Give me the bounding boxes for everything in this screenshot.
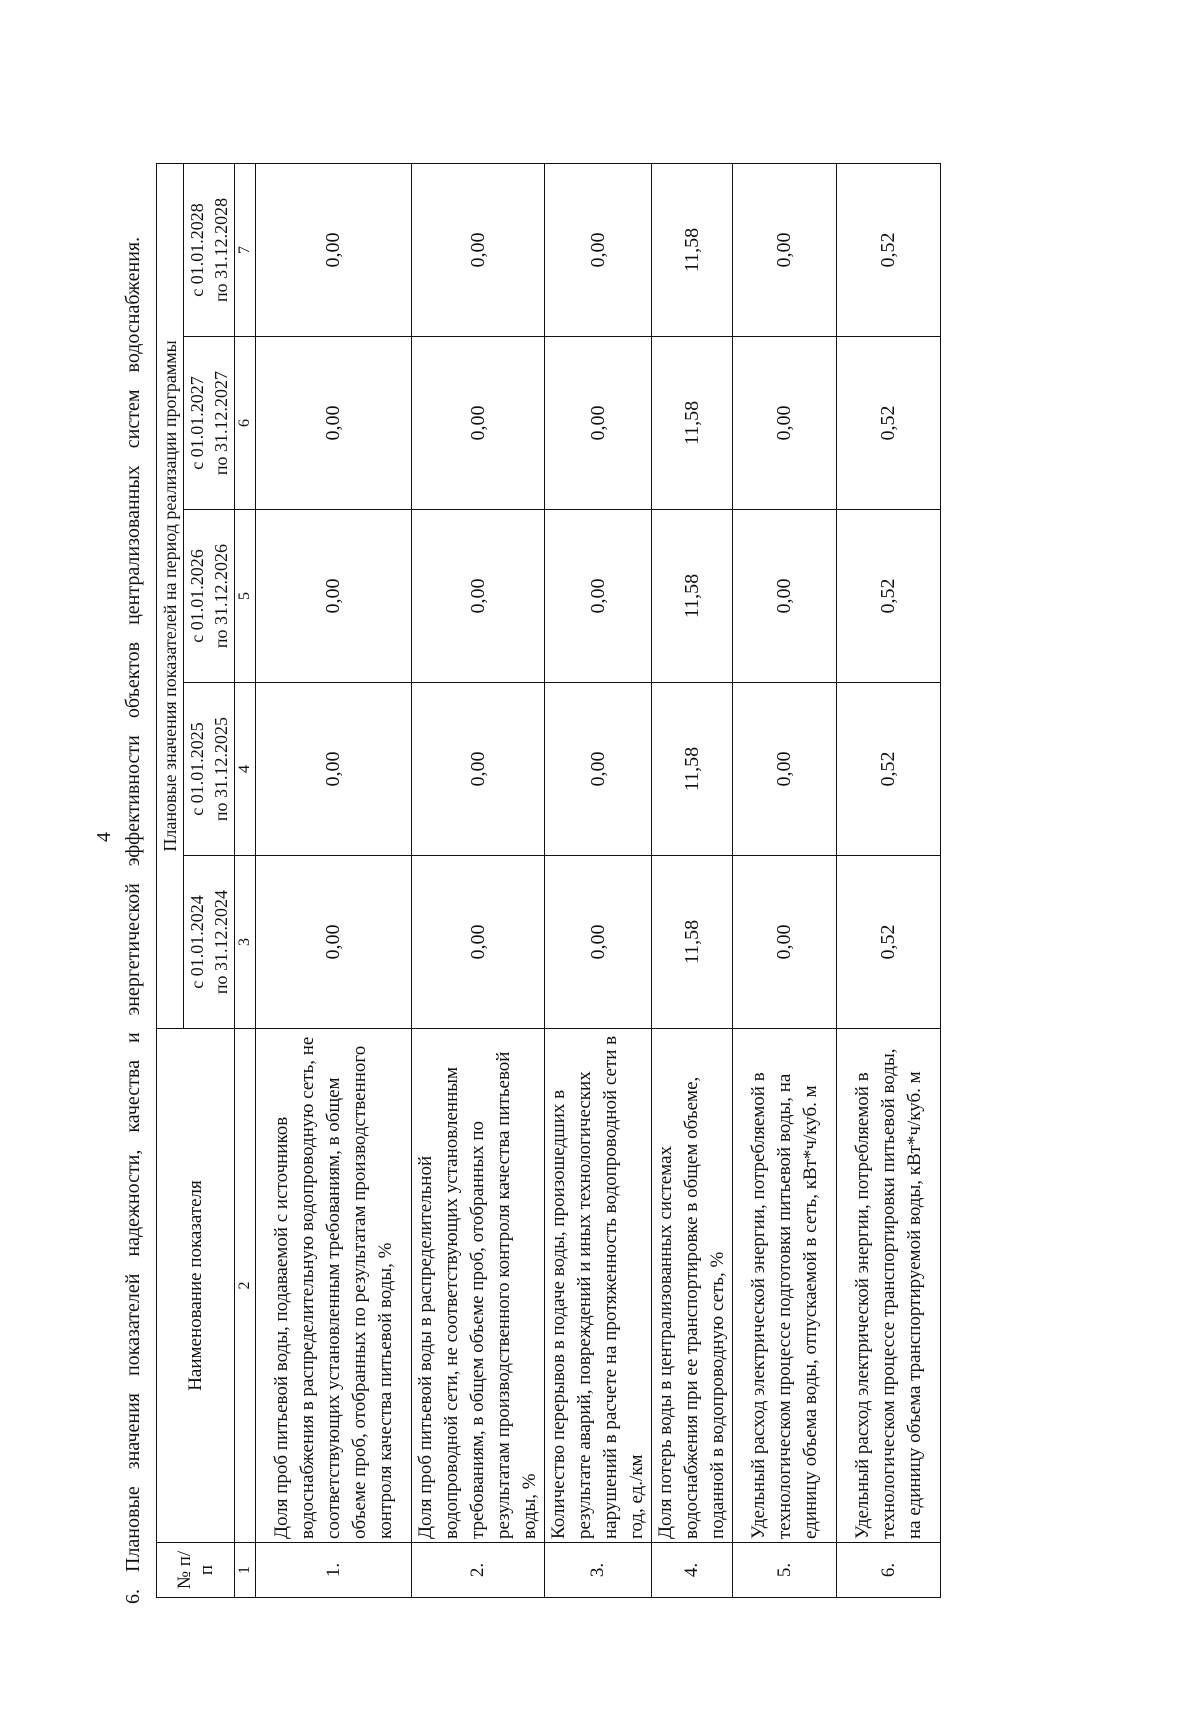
col-number-header: № п/п xyxy=(157,1543,235,1598)
value-cell: 0,52 xyxy=(837,683,941,856)
table-row xyxy=(652,163,733,1597)
value-cell: 0,00 xyxy=(545,856,652,1029)
column-index-row xyxy=(235,163,256,1597)
column-index: 2 xyxy=(235,1029,256,1543)
period-header-2026: с 01.01.2026 по 31.12.2026 xyxy=(184,510,235,683)
header-row-1 xyxy=(157,163,184,1597)
indicator-name: Количество перерывов в подаче воды, произошедших в результате аварий, повреждений и иных технологических нарушений в расчете на протяженность водопроводной сети в год, ед./км xyxy=(545,1029,652,1543)
indicator-name: Доля потерь воды в централизованных системах водоснабжения при ее транспортировке в общем объеме, поданной в водопроводную сеть, % xyxy=(652,1029,733,1543)
value-cell: 0,00 xyxy=(412,510,545,683)
value-cell: 0,00 xyxy=(412,683,545,856)
value-cell: 0,00 xyxy=(256,337,412,510)
value-cell: 0,00 xyxy=(545,163,652,336)
column-index: 4 xyxy=(235,683,256,856)
indicator-name: Удельный расход электрической энергии, потребляемой в технологическом процессе транспортировки питьевой воды, на единицу объема транспортируемой воды, кВт*ч/куб. м xyxy=(837,1029,941,1543)
value-cell: 11,58 xyxy=(652,683,733,856)
column-index: 1 xyxy=(235,1543,256,1598)
period-header-2025: с 01.01.2025 по 31.12.2025 xyxy=(184,683,235,856)
value-cell: 0,00 xyxy=(256,683,412,856)
indicator-name: Доля проб питьевой воды, подаваемой с источников водоснабжения в распределительную водопроводную сеть, не соответствующих установленным требованиям, в общем объеме проб, отобранных по результатам производственного контроля качества питьевой воды, % xyxy=(256,1029,412,1543)
value-cell: 0,00 xyxy=(545,683,652,856)
indicators-table xyxy=(156,163,941,1598)
section-heading: 6. Плановые значения показателей надежности, качества и энергетической эффективности объектов централизованных систем водоснабжения. xyxy=(122,236,144,1604)
value-cell: 11,58 xyxy=(652,856,733,1029)
column-index: 3 xyxy=(235,856,256,1029)
value-cell: 0,00 xyxy=(733,856,837,1029)
value-cell: 0,00 xyxy=(545,337,652,510)
value-cell: 0,00 xyxy=(545,510,652,683)
table-row xyxy=(412,163,545,1597)
value-cell: 0,00 xyxy=(256,510,412,683)
column-index: 7 xyxy=(235,163,256,336)
value-cell: 0,00 xyxy=(733,163,837,336)
row-number: 5. xyxy=(733,1543,837,1598)
value-cell: 0,52 xyxy=(837,856,941,1029)
row-number: 6. xyxy=(837,1543,941,1598)
value-cell: 0,52 xyxy=(837,337,941,510)
row-number: 1. xyxy=(256,1543,412,1598)
row-number: 3. xyxy=(545,1543,652,1598)
value-cell: 0,00 xyxy=(412,163,545,336)
indicator-name: Доля проб питьевой воды в распределительной водопроводной сети, не соответствующих установленным требованиям, в общем объеме проб, отобранных по результатам производственного контроля качества питьевой воды, % xyxy=(412,1029,545,1543)
page-number: 4 xyxy=(93,832,115,842)
period-header-2024: с 01.01.2024 по 31.12.2024 xyxy=(184,856,235,1029)
period-header-2028: с 01.01.2028 по 31.12.2028 xyxy=(184,163,235,336)
col-name-header: Наименование показателя xyxy=(157,1029,235,1543)
indicator-name: Удельный расход электрической энергии, потребляемой в технологическом процессе подготовки питьевой воды, на единицу объема воды, отпускаемой в сеть, кВт*ч/куб. м xyxy=(733,1029,837,1543)
value-cell: 0,00 xyxy=(733,337,837,510)
table-row xyxy=(545,163,652,1597)
group-header: Плановые значения показателей на период реализации программы xyxy=(157,163,184,1028)
column-index: 5 xyxy=(235,510,256,683)
row-number: 2. xyxy=(412,1543,545,1598)
rotated-page-content xyxy=(118,164,1174,1604)
value-cell: 11,58 xyxy=(652,163,733,336)
row-number: 4. xyxy=(652,1543,733,1598)
value-cell: 0,00 xyxy=(256,163,412,336)
value-cell: 0,00 xyxy=(256,856,412,1029)
value-cell: 0,00 xyxy=(412,337,545,510)
value-cell: 0,52 xyxy=(837,510,941,683)
value-cell: 0,00 xyxy=(412,856,545,1029)
value-cell: 0,52 xyxy=(837,163,941,336)
value-cell: 0,00 xyxy=(733,510,837,683)
table-row xyxy=(837,163,941,1597)
period-header-2027: с 01.01.2027 по 31.12.2027 xyxy=(184,337,235,510)
table-row xyxy=(733,163,837,1597)
value-cell: 11,58 xyxy=(652,337,733,510)
table-row xyxy=(256,163,412,1597)
value-cell: 11,58 xyxy=(652,510,733,683)
value-cell: 0,00 xyxy=(733,683,837,856)
column-index: 6 xyxy=(235,337,256,510)
